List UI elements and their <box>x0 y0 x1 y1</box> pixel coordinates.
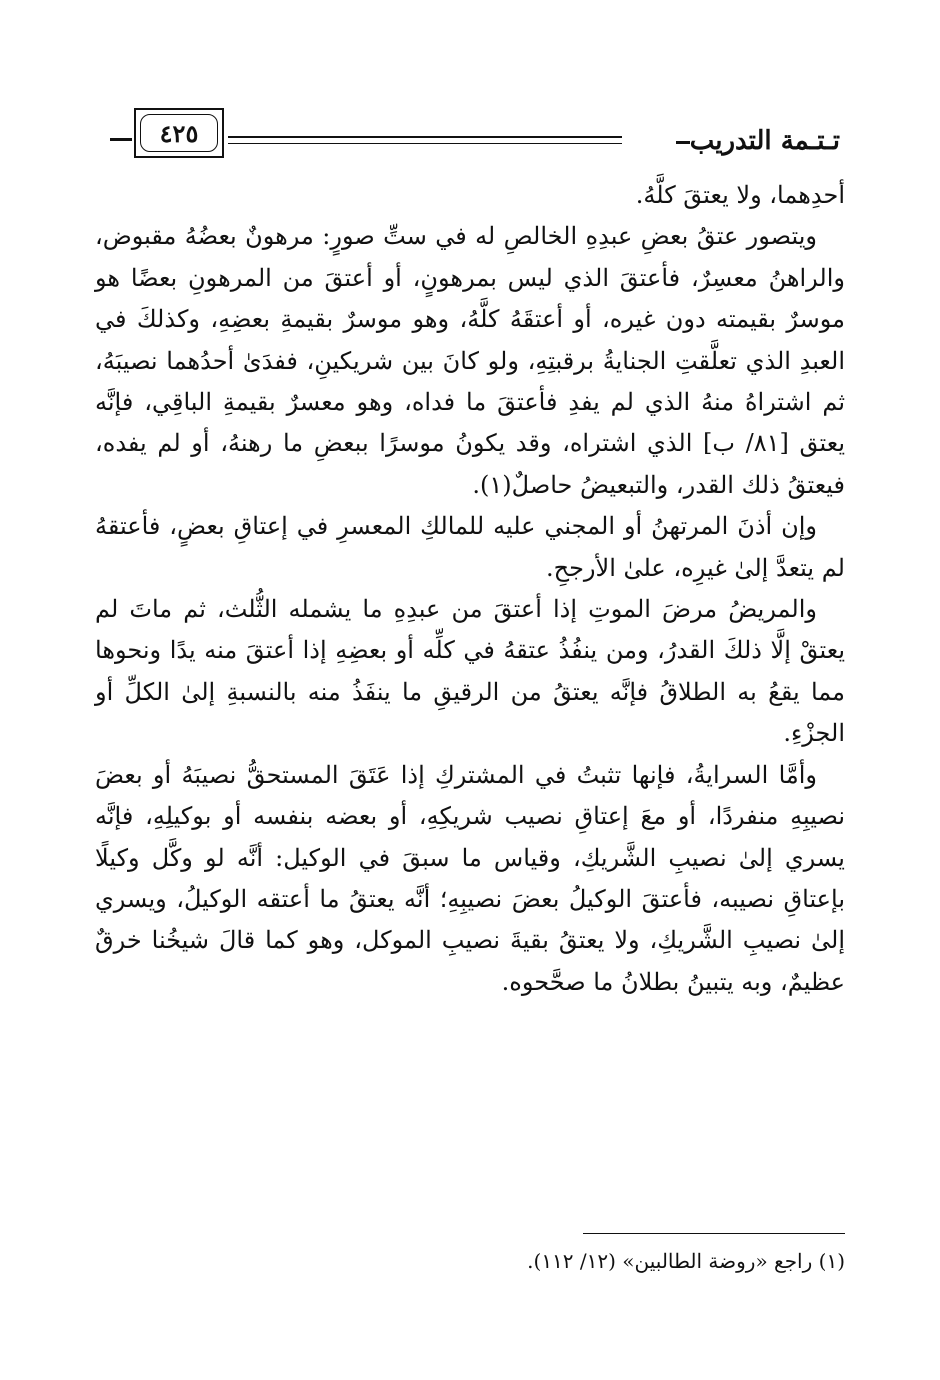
header-title: تـتـمة التدريب <box>689 126 840 156</box>
header-left-stub <box>110 138 132 141</box>
paragraph: وأمَّا السرايةُ، فإنها تثبتُ في المشتركِ إذا عَتَقَ المستحقُّ نصيبَهُ أو بعضَ نصيبِهِ منفردًا، أو معَ إعتاقِ نصيب شريكِهِ، أو بعضه بنفسه أو بوكيلِهِ، فإنَّه يسري إلىٰ نصيبِ الشَّريكِ، وقياس ما سبقَ في الوكيل: أنَّه لو وكَّل وكيلًا بإعتاقِ نصيبه، فأعتقَ الوكيلُ بعضَ نصيبِهِ؛ أنَّه يعتقُ ما أعتقه الوكيلُ، ويسري إلىٰ نصيبِ الشَّريكِ، ولا يعتقُ بقيةَ نصيبِ الموكل، وهو كما قالَ شيخُنا خرقٌ عظيمٌ، وبه يتبينُ بطلانُ ما صحَّحوه. <box>95 760 845 996</box>
header-title-wrap <box>670 126 840 156</box>
running-header <box>110 100 840 160</box>
footnote: (١) راجع «روضة الطالبين» (١٢/ ١١٢). <box>527 1249 845 1273</box>
header-double-rule <box>228 136 622 144</box>
footnote-separator <box>583 1233 845 1234</box>
paragraph: ويتصور عتقُ بعضِ عبدِهِ الخالصِ له في ستِّ صورٍ: مرهونٌ بعضُهُ مقبوض، والراهنُ معسِرٌ، فأعتقَ الذي ليس بمرهونٍ، أو أعتقَ من المرهونِ بعضًا هو موسرٌ بقيمته دون غيره، أو أعتقَهُ كلَّهُ، وهو موسرٌ بقيمةِ بعضِهِ، وكذلكَ في العبدِ الذي تعلَّقتِ الجنايةُ برقبتِهِ، ولو كانَ بين شريكينِ، ففدَىٰ أحدُهما نصيبَهُ، ثم اشتراهُ منهُ الذي لم يفدِ فأعتقَ ما فداه، وهو معسرٌ بقيمةِ الباقِي، فإنَّه يعتق [٨١/ ب] الذي اشتراه، وقد يكونُ موسرًا ببعضِ ما رهنهُ، أو لم يفده، فيعتقُ ذلك القدر، والتبعيضُ حاصلٌ(١). <box>95 222 846 499</box>
paragraph: وإن أذنَ المرتهنُ أو المجني عليه للمالكِ المعسرِ في إعتاقِ بعضٍ، فأعتقهُ لم يتعدَّ إلىٰ غيرِه، علىٰ الأرجحِ. <box>95 512 845 582</box>
page-number-frame <box>134 108 224 158</box>
page-number: ٤٢٥ <box>140 114 218 152</box>
header-dash <box>676 141 690 144</box>
paragraph: والمريضُ مرضَ الموتِ إذا أعتقَ من عبدِهِ ما يشمله الثُّلث، ثم ماتَ لم يعتقْ إلَّا ذلكَ القدرُ، ومن ينفُذُ عتقهُ في كلِّه أو بعضِهِ إذا أعتقَ منه يدًا ونحوها مما يقعُ به الطلاقُ فإنَّه يعتقُ من الرقيقِ ما ينفَذُ منه بالنسبةِ إلىٰ الكلِّ أو الجزْءِ. <box>95 595 846 748</box>
paragraph-continuation: أحدِهما، ولا يعتقَ كلَّهُ. <box>635 181 845 209</box>
main-text <box>95 175 845 1003</box>
